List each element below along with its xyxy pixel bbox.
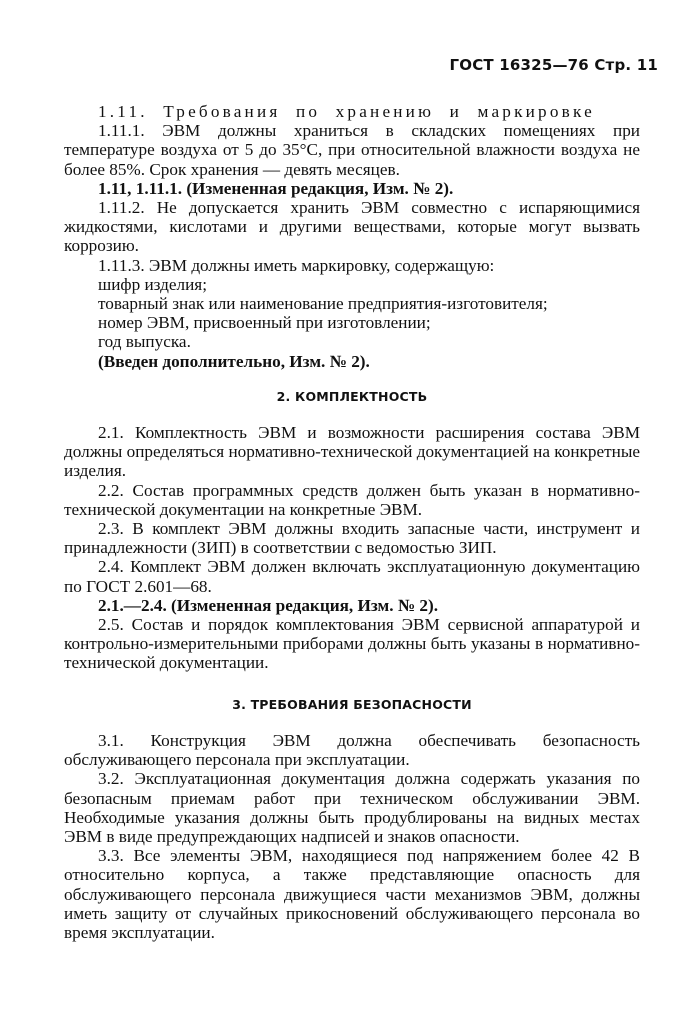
section-3-heading: 3. ТРЕБОВАНИЯ БЕЗОПАСНОСТИ — [232, 696, 472, 712]
paragraph-1-11-3: 1.11.3. ЭВМ должны иметь маркировку, содержащую: — [98, 255, 495, 275]
paragraph-2-3: 2.3. В комплект ЭВМ должны входить запасные части, инструмент и принадлежности (ЗИП) в соответствии с ведомостью ЗИП. — [64, 519, 640, 558]
paragraph-3-2: 3.2. Эксплуатационная документация должна содержать указания по безопасным приемам работ при техническом обслуживании ЭВМ. Необходимые указания должны быть продублированы на видных местах ЭВМ в виде предупреждающих надписей и знаков опасности. — [64, 769, 640, 846]
amendment-note-text: 1.11, 1.11.1. (Измененная редакция, Изм. № 2). — [98, 178, 454, 198]
document-body — [64, 102, 640, 942]
amendment-note-text: (Введен дополнительно, Изм. № 2). — [98, 351, 370, 371]
paragraph-3-3: 3.3. Все элементы ЭВМ, находящиеся под напряжением более 42 В относительно корпуса, а также представляющие опасность для обслуживающего персонала движущиеся части механизмов ЭВМ, должны иметь защиту от случайных прикосновений обслуживающего персонала во время эксплуатации. — [64, 846, 640, 942]
marking-item: шифр изделия; — [98, 274, 207, 294]
paragraph-2-2: 2.2. Состав программных средств должен быть указан в нормативно-технической документации на конкретные ЭВМ. — [64, 480, 640, 519]
marking-item: год выпуска. — [98, 332, 191, 352]
paragraph-1-11-2: 1.11.2. Не допускается хранить ЭВМ совместно с испаряющимися жидкостями, кислотами и другими веществами, которые могут вызвать коррозию. — [64, 198, 640, 256]
paragraph-2-4: 2.4. Комплект ЭВМ должен включать эксплуатационную документацию по ГОСТ 2.601—68. — [64, 557, 640, 596]
section-1-11-title: 1.11. Требования по хранению и маркировке — [98, 102, 595, 121]
page-header: ГОСТ 16325—76 Стр. 11 — [449, 56, 658, 74]
paragraph-2-1: 2.1. Комплектность ЭВМ и возможности расширения состава ЭВМ должны определяться нормативно-технической документацией на конкретные изделия. — [64, 423, 640, 481]
paragraph-1-11-1: 1.11.1. ЭВМ должны храниться в складских помещениях при температуре воздуха от 5 до 35°С, при относительной влажности воздуха не более 85%. Срок хранения — девять месяцев. — [64, 121, 640, 179]
amendment-note-text: 2.1.—2.4. (Измененная редакция, Изм. № 2). — [98, 595, 439, 615]
paragraph-2-5: 2.5. Состав и порядок комплектования ЭВМ сервисной аппаратурой и контрольно-измерительными приборами должны быть указаны в нормативно-технической документации. — [64, 615, 640, 673]
paragraph-3-1: 3.1. Конструкция ЭВМ должна обеспечивать безопасность обслуживающего персонала при эксплуатации. — [64, 730, 640, 770]
marking-item: номер ЭВМ, присвоенный при изготовлении; — [98, 313, 431, 333]
marking-item: товарный знак или наименование предприятия-изготовителя; — [98, 294, 548, 314]
amendment-note-1-11-3 — [64, 352, 640, 371]
section-2-heading: 2. КОМПЛЕКТНОСТЬ — [276, 388, 428, 404]
amendment-note-1-11 — [64, 179, 640, 198]
amendment-note-2 — [64, 596, 640, 615]
